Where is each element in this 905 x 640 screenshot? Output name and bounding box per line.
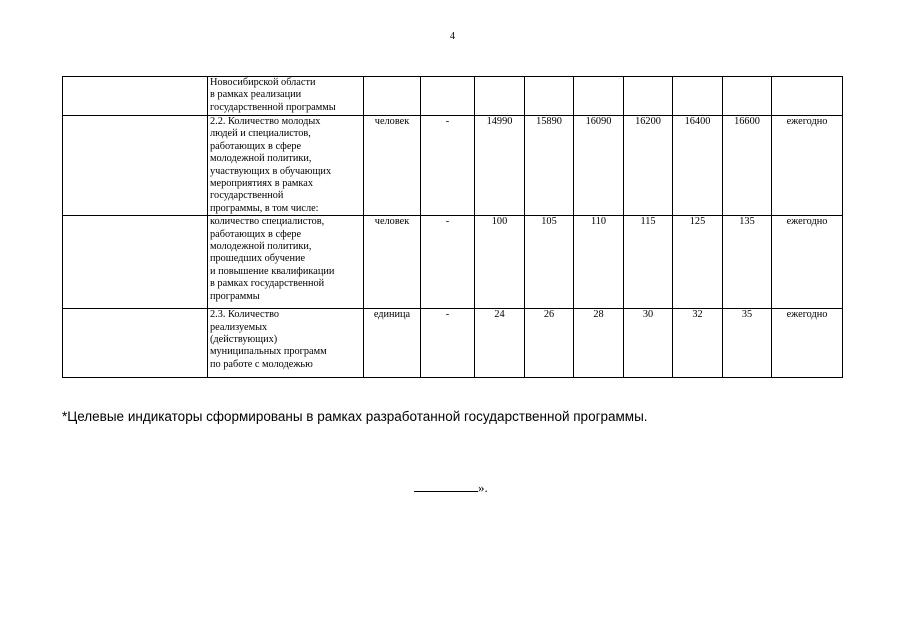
year-value-cell: 100 <box>475 216 525 309</box>
frequency-cell: ежегодно <box>772 116 843 216</box>
year-value-cell <box>475 77 525 116</box>
base-value-cell: - <box>421 216 475 309</box>
indicator-name: количество специалистов, работающих в сфере молодежной политики, прошедших обучение и повышение квалификации в рамках государственной программы <box>208 216 364 309</box>
unit-cell: человек <box>364 216 421 309</box>
year-value-cell: 125 <box>673 216 723 309</box>
target-indicators-table <box>62 76 843 378</box>
frequency-cell <box>772 77 843 116</box>
year-value-cell <box>624 77 673 116</box>
goal-cell <box>63 116 208 216</box>
year-value-cell: 30 <box>624 309 673 378</box>
year-value-cell: 32 <box>673 309 723 378</box>
frequency-cell: ежегодно <box>772 309 843 378</box>
base-value-cell: - <box>421 116 475 216</box>
year-value-cell: 135 <box>723 216 772 309</box>
unit-cell <box>364 77 421 116</box>
table-row <box>63 116 843 216</box>
indicator-name: Новосибирской области в рамках реализации государственной программы <box>208 77 364 116</box>
page-number: 4 <box>450 31 455 42</box>
year-value-cell: 15890 <box>525 116 574 216</box>
year-value-cell: 115 <box>624 216 673 309</box>
goal-cell <box>63 216 208 309</box>
year-value-cell <box>723 77 772 116</box>
footnote: *Целевые индикаторы сформированы в рамках разработанной государственной программы. <box>62 409 648 424</box>
year-value-cell: 16090 <box>574 116 624 216</box>
table-row <box>63 77 843 116</box>
indicator-name: 2.3. Количество реализуемых (действующих) муниципальных программ по работе с молодежью <box>208 309 364 378</box>
goal-cell <box>63 77 208 116</box>
closing-mark <box>414 480 488 496</box>
signature-blank-line <box>414 480 478 492</box>
goal-cell <box>63 309 208 378</box>
indicator-name: 2.2. Количество молодых людей и специалистов, работающих в сфере молодежной политики, участвующих в обучающих мероприятиях в рамках государственной программы, в том числе: <box>208 116 364 216</box>
year-value-cell <box>525 77 574 116</box>
year-value-cell: 24 <box>475 309 525 378</box>
unit-cell: единица <box>364 309 421 378</box>
year-value-cell <box>673 77 723 116</box>
year-value-cell: 14990 <box>475 116 525 216</box>
year-value-cell: 110 <box>574 216 624 309</box>
year-value-cell: 105 <box>525 216 574 309</box>
year-value-cell: 35 <box>723 309 772 378</box>
base-value-cell <box>421 77 475 116</box>
year-value-cell <box>574 77 624 116</box>
frequency-cell: ежегодно <box>772 216 843 309</box>
closing-quote: ». <box>478 480 488 495</box>
unit-cell: человек <box>364 116 421 216</box>
table-row <box>63 216 843 309</box>
table-row <box>63 309 843 378</box>
year-value-cell: 16400 <box>673 116 723 216</box>
year-value-cell: 26 <box>525 309 574 378</box>
base-value-cell: - <box>421 309 475 378</box>
year-value-cell: 28 <box>574 309 624 378</box>
year-value-cell: 16600 <box>723 116 772 216</box>
year-value-cell: 16200 <box>624 116 673 216</box>
